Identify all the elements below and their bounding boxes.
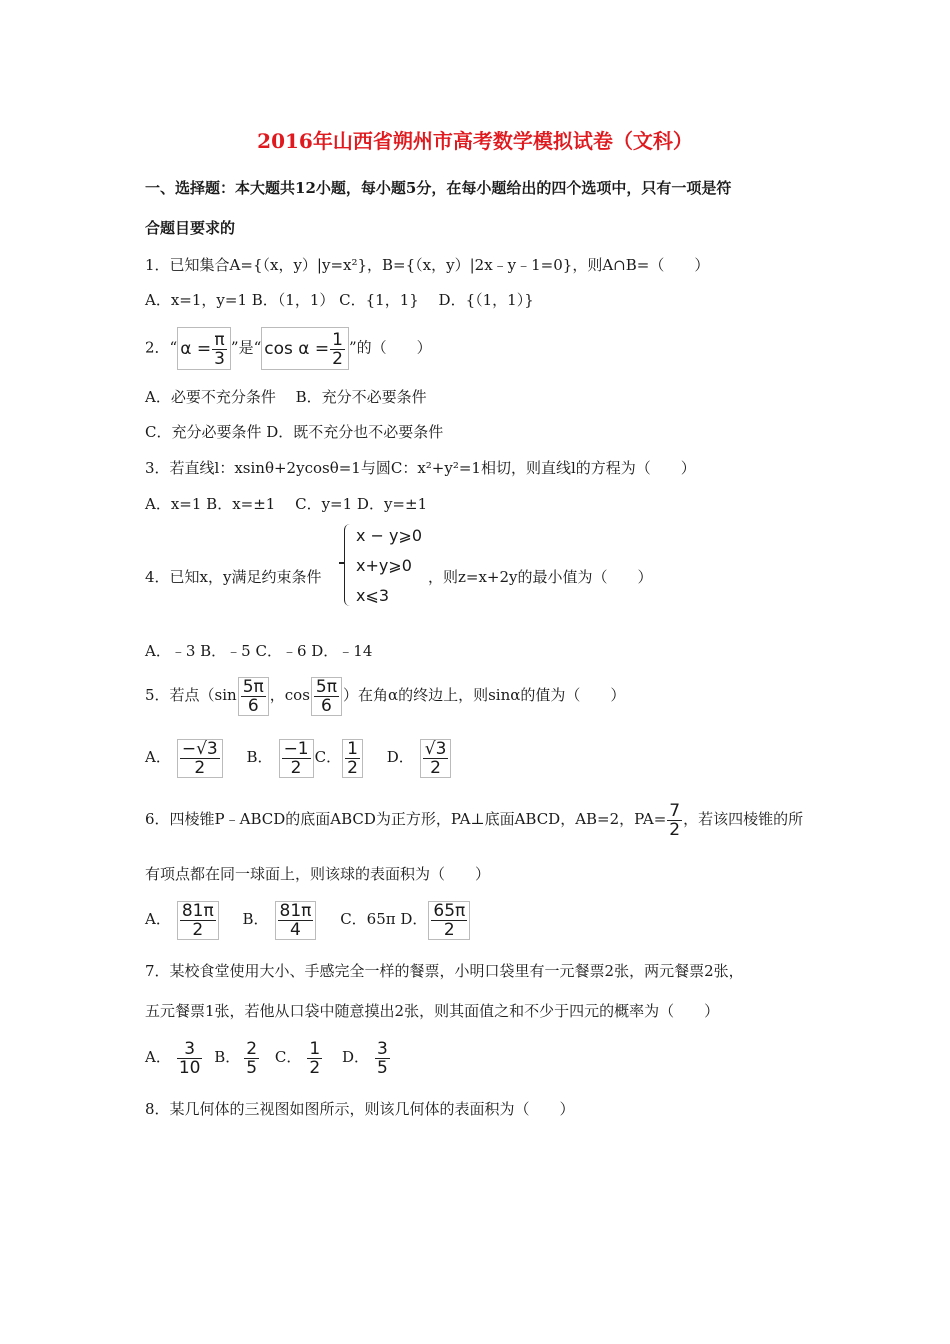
q2-f1-lhs: α =	[180, 339, 212, 359]
q7-d-label: D．	[342, 1048, 370, 1066]
q7-c-label: C．	[274, 1048, 302, 1066]
q6-b-den: 4	[290, 919, 301, 940]
q6-pa-den: 2	[669, 819, 681, 840]
q2-fraction-cos	[261, 327, 349, 370]
q5-fraction-sin	[238, 677, 269, 716]
q5-a-num: −√3	[181, 738, 218, 759]
q2-fraction-alpha	[177, 327, 231, 370]
q2-f2-num: 1	[332, 329, 343, 350]
q5-cos-den: 6	[321, 695, 332, 716]
question-5-options	[145, 734, 452, 780]
q2-prefix: 2．“	[145, 338, 178, 357]
q5-option-a	[177, 739, 223, 778]
question-5-text	[145, 673, 625, 717]
q6-a-num: 81π	[181, 900, 214, 921]
q7-c-den: 2	[309, 1057, 321, 1078]
question-2-text	[145, 327, 432, 370]
q7-option-d	[375, 1040, 390, 1077]
q5-mid: ，cos	[269, 686, 310, 704]
q6-a-label: A．	[145, 910, 171, 928]
q7-option-b	[244, 1040, 259, 1077]
q5-option-c	[342, 739, 363, 778]
q2-f2-den: 2	[332, 348, 343, 369]
q6-option-b	[275, 901, 317, 940]
q7-a-den: 10	[178, 1057, 201, 1078]
q6-d-num: 65π	[433, 900, 466, 921]
q5-option-b	[279, 739, 314, 778]
q5-prefix: 5．若点（sin	[145, 686, 237, 704]
q5-suffix: ）在角α的终边上，则sinα的值为（ ）	[342, 686, 626, 704]
question-7-options	[145, 1034, 391, 1080]
q7-b-den: 5	[246, 1057, 258, 1078]
q6-a-den: 2	[192, 919, 204, 940]
q5-d-num: √3	[424, 738, 447, 759]
q2-f1-num: π	[212, 331, 227, 350]
question-4-prefix: 4．已知x，y满足约束条件	[145, 568, 322, 586]
q6-pa-num: 7	[669, 800, 681, 821]
question-8-text: 8．某几何体的三视图如图所示，则该几何体的表面积为（ ）	[145, 1100, 575, 1118]
q5-cos-num: 5π	[315, 676, 337, 697]
q5-c-num: 1	[347, 738, 358, 759]
question-6-line1	[145, 796, 803, 842]
q6-prefix: 6．四棱锥P﹣ABCD的底面ABCD为正方形，PA⊥底面ABCD，AB=2，PA=	[145, 810, 667, 828]
question-7-line1: 7．某校食堂使用大小、手感完全一样的餐票，小明口袋里有一元餐票2张，两元餐票2张，	[145, 962, 744, 980]
q5-a-label: A．	[145, 748, 171, 766]
section-heading-line2: 合题目要求的	[145, 219, 236, 237]
section-heading-line1: 一、选择题：本大题共12小题，每小题5分，在每小题给出的四个选项中，只有一项是符	[145, 179, 732, 197]
q7-a-label: A．	[145, 1048, 171, 1066]
constraint-1: x − y⩾0	[356, 526, 423, 545]
question-1-options: A．x=1，y=1 B．（1，1） C．{1，1} D．{（1，1）}	[145, 291, 534, 309]
q7-d-num: 3	[377, 1038, 388, 1059]
q2-f1-den: 3	[214, 348, 225, 369]
question-3-text: 3．若直线l：xsinθ+2ycosθ=1与圆C：x²+y²=1相切，则直线l的方程为（ ）	[145, 459, 696, 477]
question-6-options	[145, 896, 471, 942]
q6-c-text: C．65π D．	[340, 910, 428, 928]
question-1-text: 1．已知集合A={（x，y）|y=x²}，B={（x，y）|2x﹣y﹣1=0}，则A∩B=（ ）	[145, 256, 710, 274]
q5-sin-den: 6	[247, 695, 259, 716]
q5-fraction-cos	[311, 677, 342, 716]
q5-d-label: D．	[386, 748, 414, 766]
question-6-line2: 有项点都在同一球面上，则该球的表面积为（ ）	[145, 865, 491, 883]
question-7-line2: 五元餐票1张，若他从口袋中随意摸出2张，则其面值之和不少于四元的概率为（ ）	[145, 1002, 720, 1020]
constraint-2: x+y⩾0	[356, 556, 412, 575]
constraint-system	[344, 524, 426, 608]
q6-d-den: 2	[443, 919, 455, 940]
q6-option-d	[428, 901, 470, 940]
q6-b-label: B．	[242, 910, 269, 928]
q5-option-d	[420, 739, 452, 778]
q5-c-label: C．	[314, 748, 342, 766]
q7-option-a	[177, 1040, 203, 1077]
q5-b-num: −1	[283, 738, 309, 759]
q2-f2-lhs: cos α =	[264, 339, 330, 359]
question-4-suffix: ，则z=x+2y的最小值为（ ）	[428, 568, 653, 586]
q7-c-num: 1	[309, 1038, 321, 1059]
constraint-3: x⩽3	[356, 586, 390, 605]
q6-option-a	[177, 901, 219, 940]
q5-c-den: 2	[347, 757, 358, 778]
q6-b-num: 81π	[279, 900, 312, 921]
q7-b-label: B．	[214, 1048, 241, 1066]
q2-mid: ”是“	[230, 338, 262, 357]
q5-b-label: B．	[246, 748, 273, 766]
q5-d-den: 2	[430, 757, 441, 778]
question-2-options-ab: A．必要不充分条件 B．充分不必要条件	[145, 388, 427, 406]
q2-suffix: ”的（ ）	[348, 338, 432, 357]
brace-icon	[344, 524, 353, 606]
question-4-options: A．﹣3 B．﹣5 C．﹣6 D．﹣14	[145, 642, 373, 660]
page-title: 2016年山西省朔州市高考数学模拟试卷（文科）	[257, 129, 693, 153]
q5-b-den: 2	[290, 757, 302, 778]
q6-suffix: ，若该四棱锥的所	[683, 810, 804, 828]
q5-a-den: 2	[194, 757, 206, 778]
q7-d-den: 5	[377, 1057, 388, 1078]
q6-fraction-pa	[667, 802, 682, 839]
q5-sin-num: 5π	[242, 676, 264, 697]
q7-b-num: 2	[246, 1038, 258, 1059]
q7-a-num: 3	[177, 1040, 203, 1059]
question-3-options: A．x=1 B．x=±1 C．y=1 D．y=±1	[145, 495, 428, 513]
question-2-options-cd: C．充分必要条件 D．既不充分也不必要条件	[145, 423, 444, 441]
q7-option-c	[307, 1040, 322, 1077]
